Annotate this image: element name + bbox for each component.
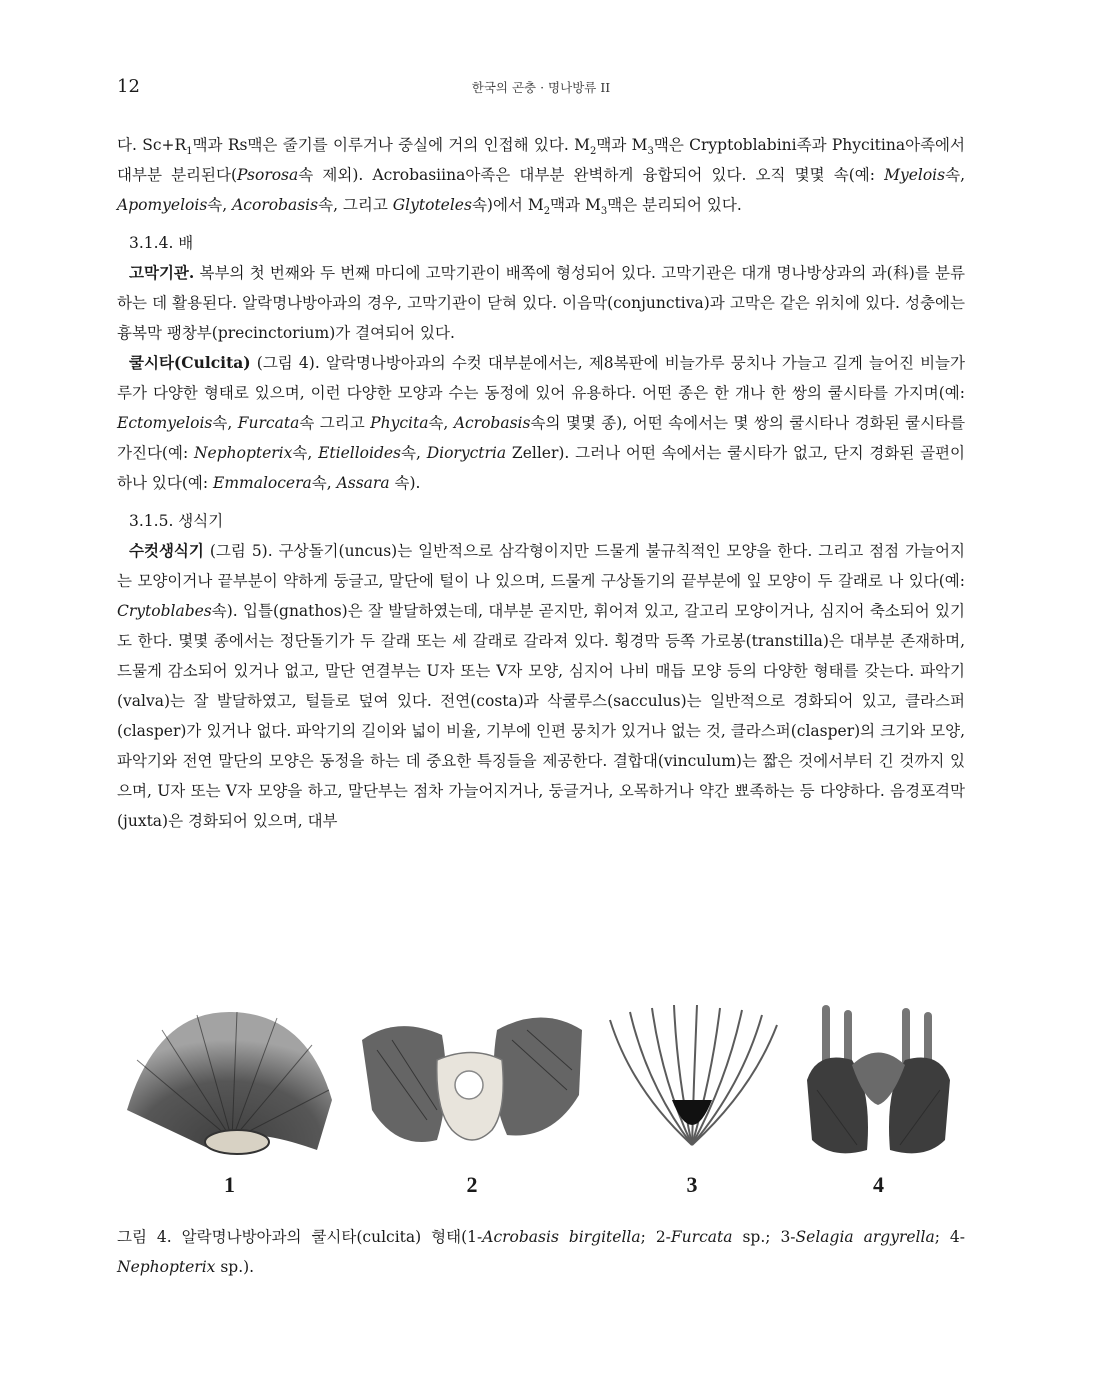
page-number: 12 [117, 76, 140, 97]
section-heading-genitalia: 3.1.5. 생식기 [129, 512, 224, 530]
panel-label: 3 [686, 1172, 698, 1197]
paragraph-culcita: 쿨시타(Culcita) (그림 4). 알락명나방아과의 수컷 대부분에서는, 제8복판에 비늘가루 뭉치나 가늘고 길게 늘어진 비늘가루가 다양한 형태로 있으며, 이런 다양한 모양과 수는 동정에 있어 유용하다. 어떤 종은 한 개나 한 쌍의 쿨시타를 가지며(예: Ectomyelois속, Furcata속 그리고 Phycita속, Acrobasis속의 몇몇 종), 어떤 속에서는 몇 쌍의 쿨시타나 경화된 쿨시타를 가진다(예: Nephopterix속, Etielloides속, Dioryctria Zeller). 그러나 어떤 속에서는 쿨시타가 없고, 단지 경화된 골편이 하나 있다(예: Emmalocera속, Assara 속). [117, 353, 966, 492]
figure-caption: 그림 4. 알락명나방아과의 쿨시타(culcita) 형태(1-Acrobasis birgitella; 2-Furcata sp.; 3-Selagia argyrella; 4-Nephopterix sp.). [117, 1228, 965, 1276]
panel-label: 1 [224, 1172, 235, 1197]
panel-label: 2 [466, 1172, 478, 1197]
body-text [117, 130, 965, 836]
paragraph-title: 고막기관. [129, 263, 195, 282]
figure-panel-4 [792, 1000, 965, 1200]
panel-label: 4 [873, 1172, 884, 1197]
culcita-image-2 [357, 1000, 587, 1170]
figure-4 [117, 1000, 965, 1200]
paragraph-male-genitalia: 수컷생식기 (그림 5). 구상돌기(uncus)는 일반적으로 삼각형이지만 드물게 불규칙적인 모양을 한다. 그리고 점점 가늘어지는 모양이거나 끝부분이 약하게 둥글고, 말단에 털이 나 있으며, 드물게 구상돌기의 끝부분에 잎 모양이 두 갈래로 나 있다(예: Crytoblabes속). 입틀(gnathos)은 잘 발달하였는데, 대부분 곧지만, 휘어져 있고, 갈고리 모양이거나, 심지어 축소되어 있기도 한다. 몇몇 종에서는 정단돌기가 두 갈래 또는 세 갈래로 갈라져 있다. 횡경막 등쪽 가로봉(transtilla)은 대부분 존재하며, 드물게 감소되어 있거나 없고, 말단 연결부는 U자 또는 V자 모양, 심지어 나비 매듭 모양 등의 다양한 형태를 갖는다. 파악기(valva)는 잘 발달하였고, 털들로 덮여 있다. 전연(costa)과 삭쿨루스(sacculus)는 일반적으로 경화되어 있고, 클라스퍼(clasper)가 있거나 없다. 파악기의 길이와 넓이 비율, 기부에 인편 뭉치가 있거나 없는 것, 클라스퍼(clasper)의 크기와 모양, 파악기와 전연 말단의 모양은 동정을 하는 데 중요한 특징들을 제공한다. 결합대(vinculum)는 짧은 것에서부터 긴 것까지 있으며, U자 또는 V자 모양을 하고, 말단부는 점차 가늘어지거나, 둥글거나, 오목하거나 약간 뾰족하는 등 다양하다. 음경포격막(juxta)은 경화되어 있으며, 대부 [117, 541, 965, 830]
paragraph-tympanal-organ: 고막기관. 복부의 첫 번째와 두 번째 마디에 고막기관이 배쪽에 형성되어 있다. 고막기관은 대개 명나방상과의 과(科)를 분류하는 데 활용된다. 알락명나방아과의 경우, 고막기관이 닫혀 있다. 이음막(conjunctiva)과 고막은 같은 위치에 있다. 성충에는 흉복막 팽창부(precinctorium)가 결여되어 있다. [117, 263, 965, 342]
running-title: 한국의 곤충 · 명나방류 II [471, 80, 611, 95]
figure-panel-1 [117, 1000, 342, 1200]
section-heading-abdomen: 3.1.4. 배 [129, 234, 194, 252]
figure-panel-3 [602, 1000, 782, 1200]
culcita-image-4 [792, 1000, 965, 1170]
page-header [117, 76, 965, 100]
figure-panel-2 [357, 1000, 587, 1200]
paragraph-wing-venation: 다. $Sc+R_1$맥과 Rs맥은 줄기를 이루거나 중실에 거의 인접해 있다. $M_2$맥과 $M_3$맥은 Cryptoblabini족과 Phycitina아족에서 대부분 분리된다(Psorosa속 제외). Acrobasiina아족은 대부분 완벽하게 융합되어 있다. 오직 몇몇 속(예: Myelois속, Apomyelois속, Acorobasis속, 그리고 Glytoteles속)에서 $M_2$맥과 $M_3$맥은 분리되어 있다. [117, 136, 965, 218]
paragraph-title: 쿨시타(Culcita) [129, 353, 251, 372]
culcita-image-3 [602, 1000, 782, 1170]
culcita-image-1 [117, 1000, 342, 1170]
paragraph-title: 수컷생식기 [129, 541, 204, 560]
